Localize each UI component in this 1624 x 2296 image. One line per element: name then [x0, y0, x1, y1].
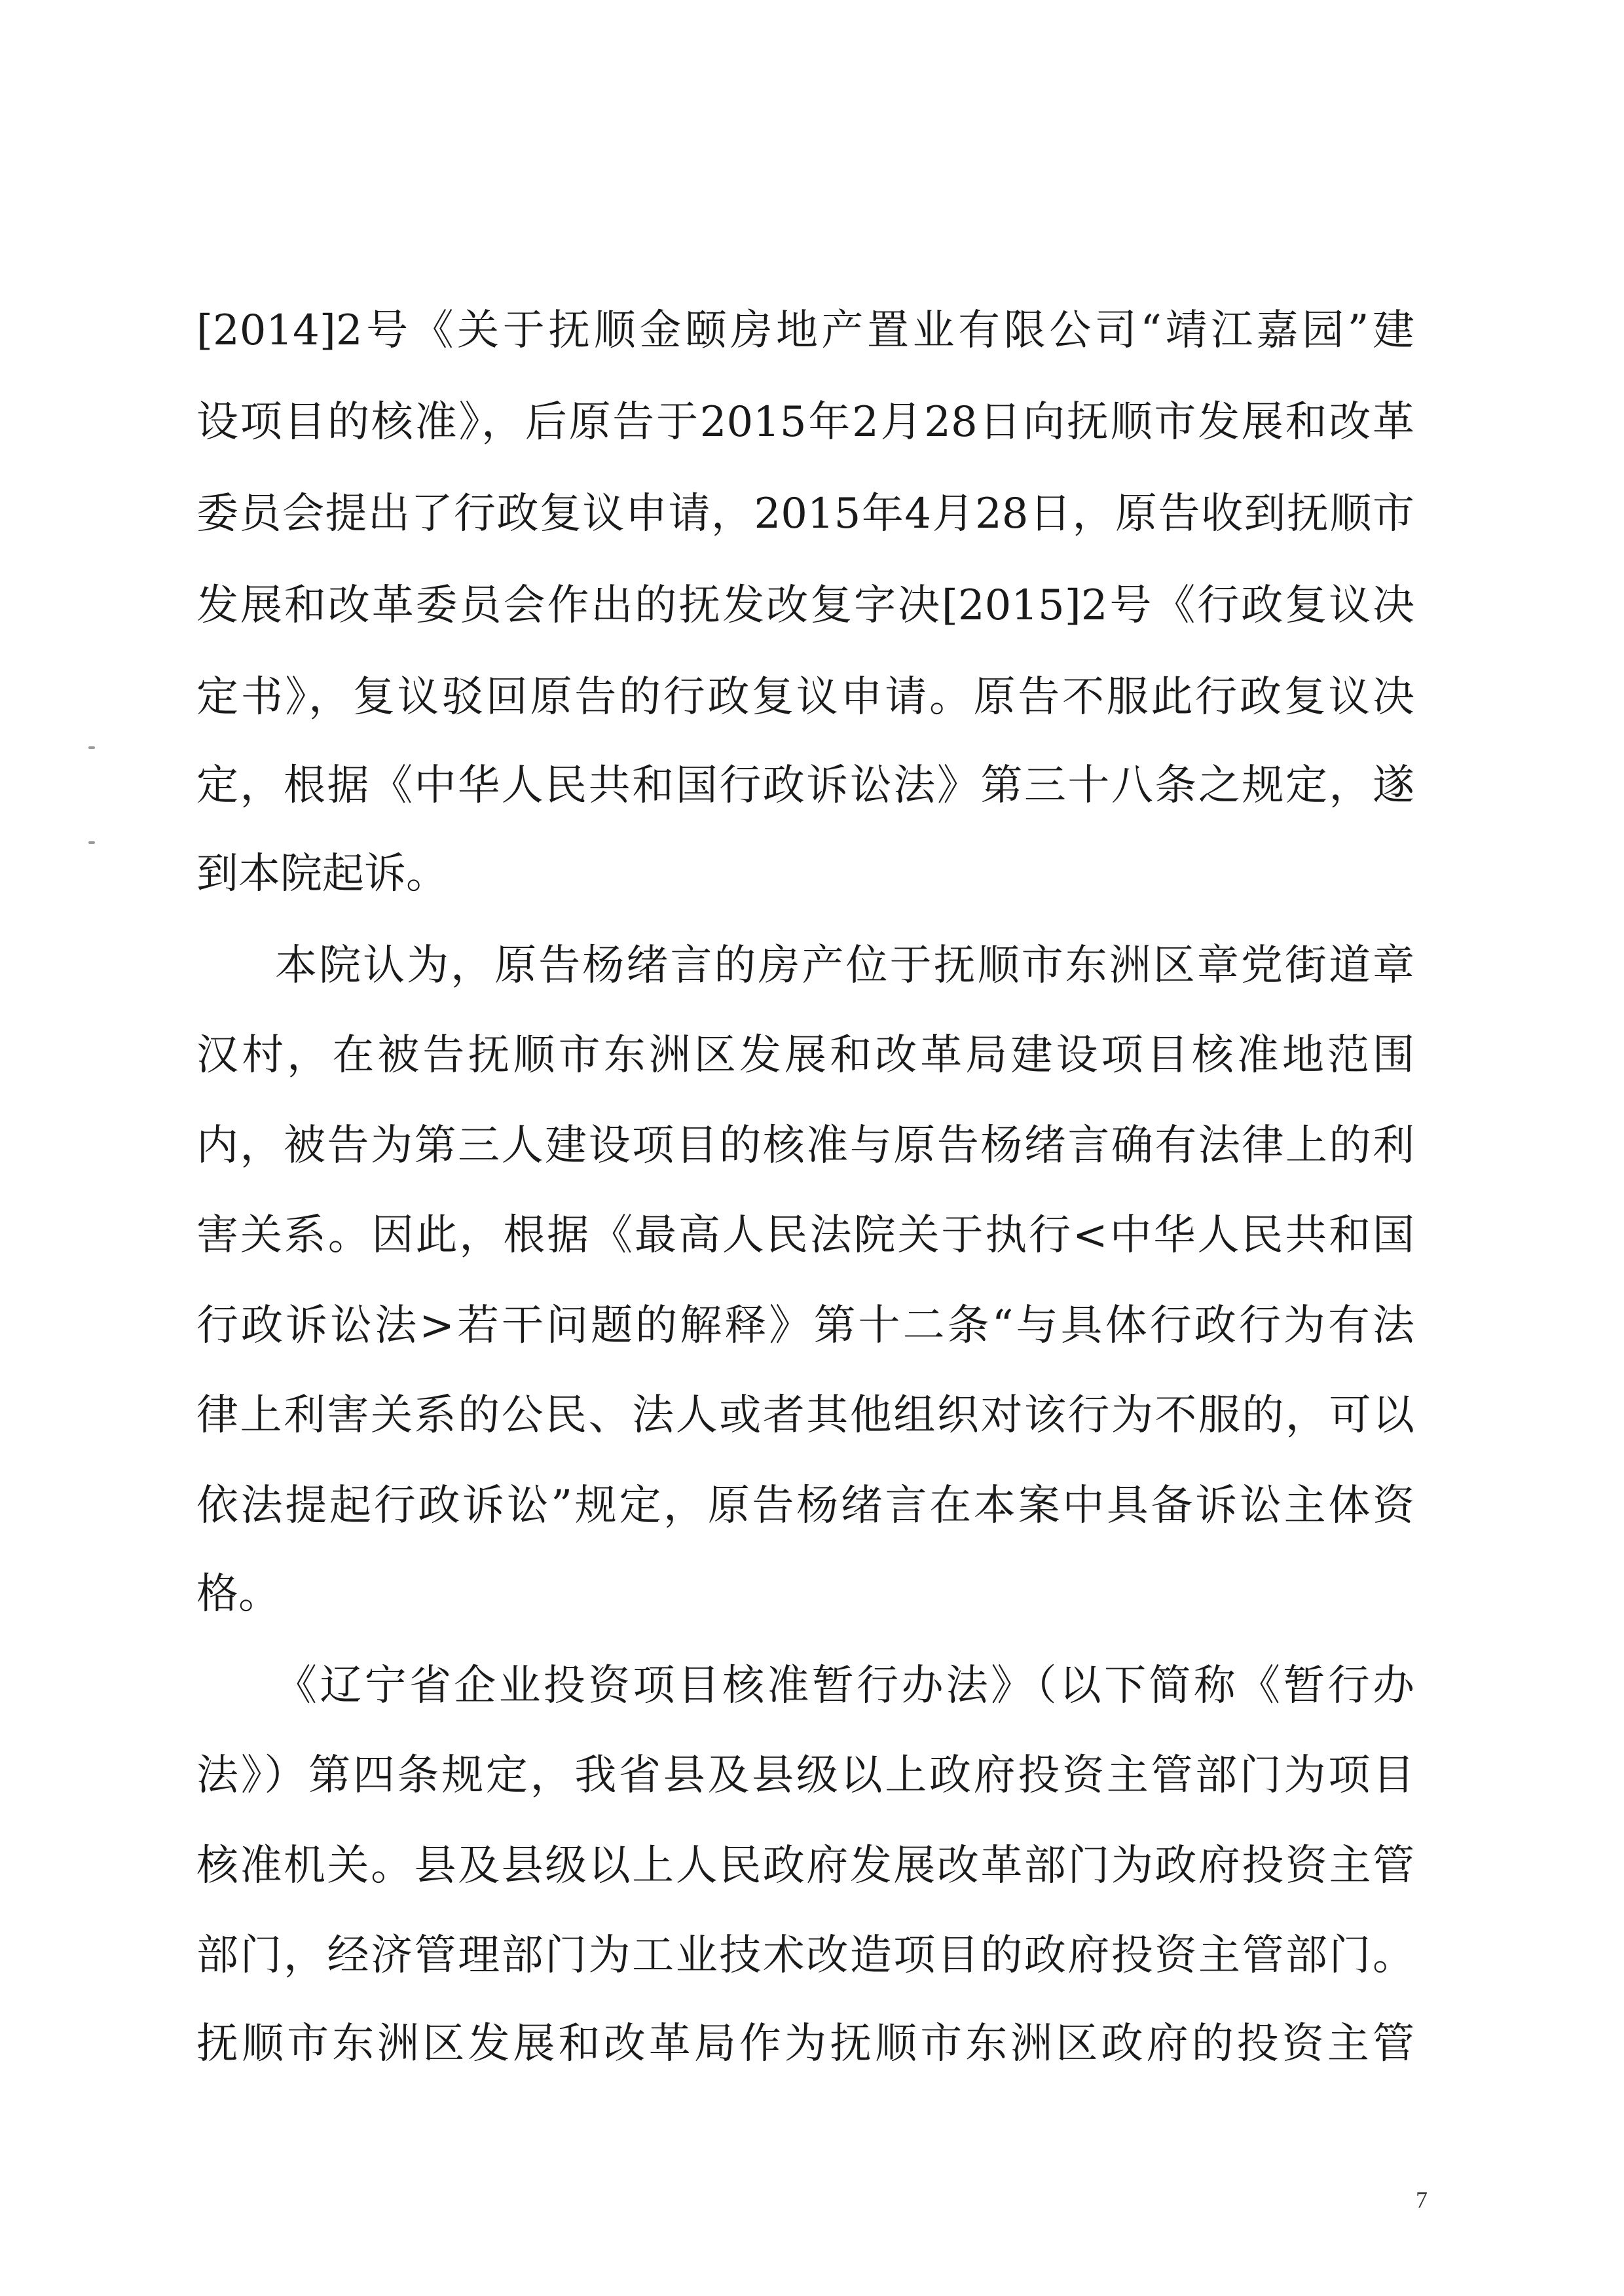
text-line-9: 汉村，在被告抚顺市东洲区发展和改革局建设项目核准地范围: [196, 1031, 1414, 1080]
text-line-19: 部门，经济管理部门为工业技术改造项目的政府投资主管部门。: [196, 1931, 1414, 1980]
text-line-12: 行政诉讼法>若干问题的解释》第十二条“与具体行政行为有法: [196, 1302, 1414, 1350]
scan-speck: [88, 841, 95, 844]
text-line-7: 到本院起诉。: [196, 850, 448, 898]
text-line-10: 内，被告为第三人建设项目的核准与原告杨绪言确有法律上的利: [196, 1121, 1414, 1170]
text-line-17: 法》）第四条规定，我省县及县级以上政府投资主管部门为项目: [196, 1751, 1414, 1800]
text-line-13: 律上利害关系的公民、法人或者其他组织对该行为不服的，可以: [196, 1391, 1414, 1440]
text-line-1: [2014]2号《关于抚顺金颐房地产置业有限公司“靖江嘉园”建: [196, 306, 1414, 355]
text-line-2: 设项目的核准》，后原告于2015年2月28日向抚顺市发展和改革: [196, 398, 1414, 446]
text-line-4: 发展和改革委员会作出的抚发改复字决[2015]2号《行政复议决: [196, 581, 1414, 630]
text-line-6: 定，根据《中华人民共和国行政诉讼法》第三十八条之规定，遂: [196, 761, 1414, 810]
text-line-14: 依法提起行政诉讼”规定，原告杨绪言在本案中具备诉讼主体资: [196, 1482, 1414, 1530]
text-line-8: 本院认为，原告杨绪言的房产位于抚顺市东洲区章党街道章: [275, 941, 1414, 990]
text-line-3: 委员会提出了行政复议申请，2015年4月28日，原告收到抚顺市: [196, 490, 1414, 538]
text-line-5: 定书》，复议驳回原告的行政复议申请。原告不服此行政复议决: [196, 673, 1414, 721]
text-line-18: 核准机关。县及县级以上人民政府发展改革部门为政府投资主管: [196, 1842, 1414, 1890]
scan-speck: [88, 746, 95, 749]
text-line-16: 《辽宁省企业投资项目核准暂行办法》（以下简称《暂行办: [275, 1662, 1414, 1710]
text-line-20: 抚顺市东洲区发展和改革局作为抚顺市东洲区政府的投资主管: [196, 2020, 1414, 2068]
text-line-11: 害关系。因此，根据《最高人民法院关于执行<中华人民共和国: [196, 1211, 1414, 1260]
page-number: 7: [1416, 2187, 1428, 2213]
text-line-15: 格。: [196, 1570, 280, 1618]
